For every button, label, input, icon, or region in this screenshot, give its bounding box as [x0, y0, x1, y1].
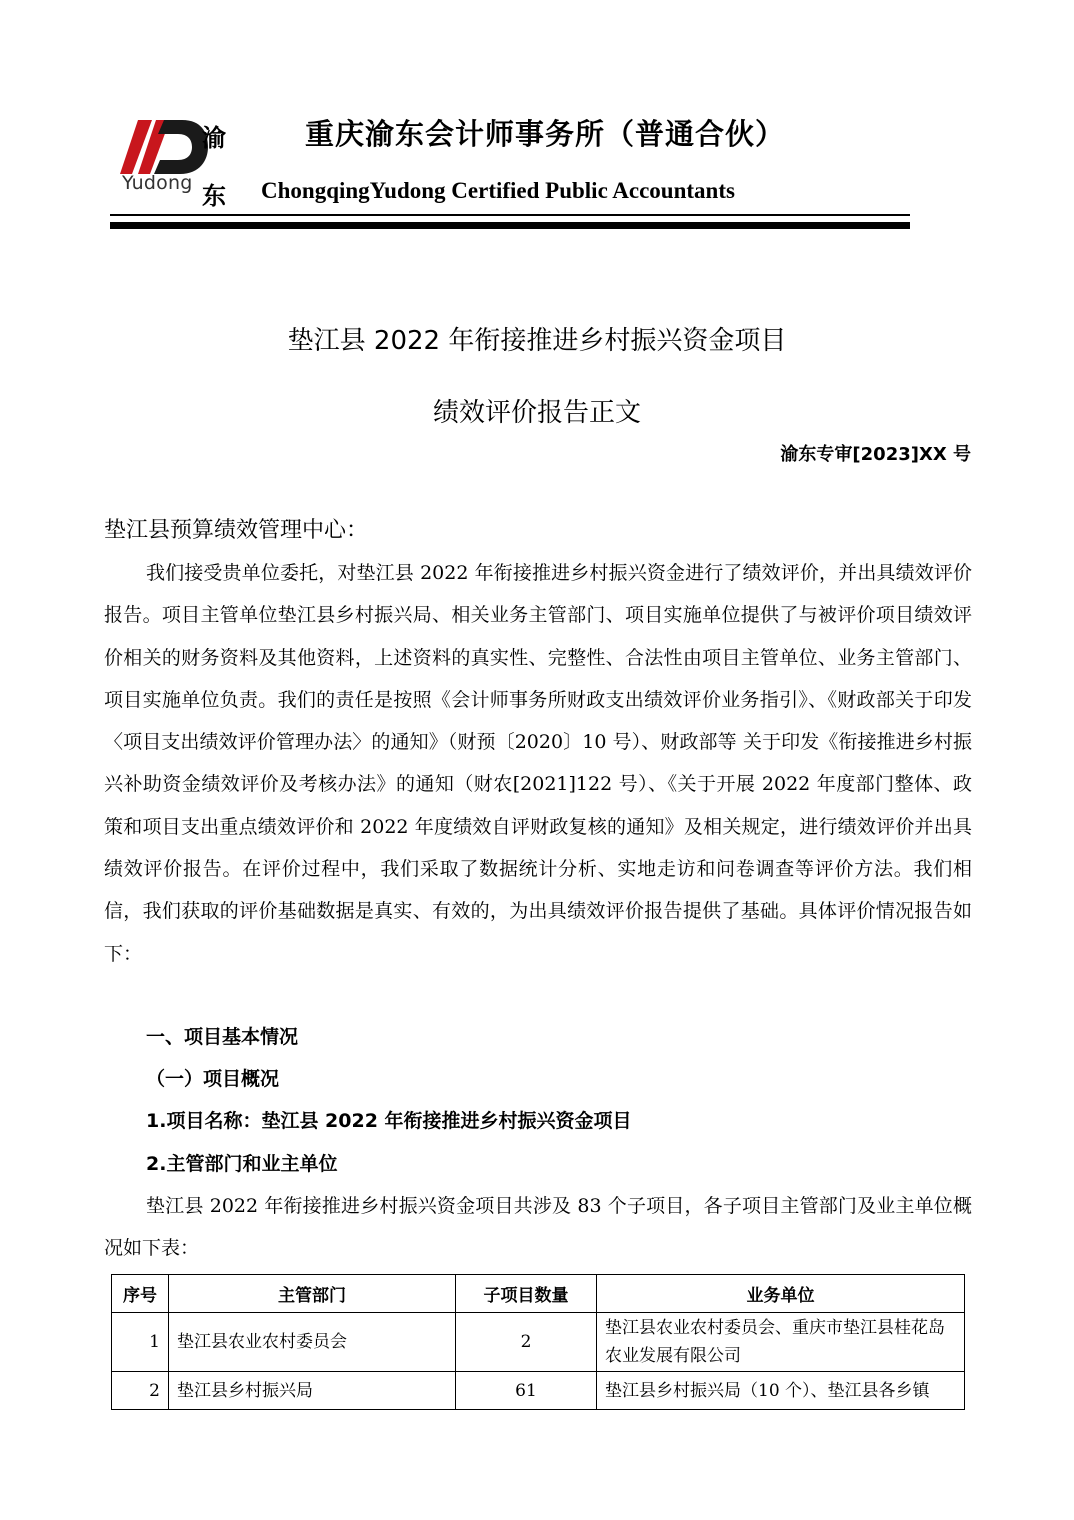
report-title-line2: 绩效评价报告正文	[432, 398, 641, 428]
cell-unit: 垫江县乡村振兴局（10 个）、垫江县各乡镇	[597, 1372, 965, 1410]
item-project-name: 1.项目名称：垫江县 2022 年衔接推进乡村振兴资金项目	[146, 1110, 632, 1132]
cell-unit: 垫江县农业农村委员会、重庆市垫江县桂花岛农业发展有限公司	[597, 1313, 965, 1372]
letterhead-divider-thin	[110, 214, 910, 216]
cell-count: 2	[456, 1313, 597, 1372]
firm-name-chinese: 重庆渝东会计师事务所（普通合伙）	[305, 117, 786, 151]
table-row	[112, 1372, 965, 1410]
header-department: 主管部门	[169, 1275, 456, 1313]
report-title-line1: 垫江县 2022 年衔接推进乡村振兴资金项目	[287, 326, 787, 356]
cell-count: 61	[456, 1372, 597, 1410]
departments-table	[111, 1274, 965, 1410]
document-number: 渝东专审[2023]XX 号	[780, 444, 971, 465]
cell-index: 2	[112, 1372, 169, 1410]
table-row	[112, 1313, 965, 1372]
intro-paragraph: 我们接受贵单位委托，对垫江县 2022 年衔接推进乡村振兴资金进行了绩效评价，并出具绩效评价报告。项目主管单位垫江县乡村振兴局、相关业务主管部门、项目实施单位提供了与被评价项目绩效评价相关的财务资料及其他资料，上述资料的真实性、完整性、合法性由项目主管单位、业务主管部门、项目实施单位负责。我们的责任是按照《会计师事务所财政支出绩效评价业务指引》、《财政部关于印发〈项目支出绩效评价管理办法〉的通知》（财预〔2020〕10 号）、财政部等 关于印发《衔接推进乡村振兴补助资金绩效评价及考核办法》的通知（财农[2021]122 号）、《关于开展 2022 年度部门整体、政策和项目支出重点绩效评价和 2022 年度绩效自评财政复核的通知》及相关规定，进行绩效评价并出具绩效评价报告。在评价过程中，我们采取了数据统计分析、实地走访和问卷调查等评价方法。我们相信，我们获取的评价基础数据是真实、有效的，为出具绩效评价报告提供了基础。具体评价情况报告如下：	[104, 562, 972, 965]
departments-paragraph: 垫江县 2022 年衔接推进乡村振兴资金项目共涉及 83 个子项目，各子项目主管部门及业主单位概况如下表：	[104, 1195, 972, 1259]
logo-char-dong: 东	[202, 182, 226, 210]
header-index: 序号	[112, 1275, 169, 1313]
cell-department: 垫江县农业农村委员会	[169, 1313, 456, 1372]
logo-char-yu: 渝	[202, 124, 226, 152]
section-heading-basic-info: 一、项目基本情况	[146, 1026, 299, 1048]
header-count: 子项目数量	[456, 1275, 597, 1313]
addressee: 垫江县预算绩效管理中心：	[104, 518, 369, 543]
cell-department: 垫江县乡村振兴局	[169, 1372, 456, 1410]
logo-wordmark: Yudong	[122, 172, 193, 194]
letterhead-divider-thick	[110, 222, 910, 229]
firm-name-english: ChongqingYudong Certified Public Accountants	[261, 178, 735, 203]
item-departments: 2.主管部门和业主单位	[146, 1153, 338, 1175]
cell-index: 1	[112, 1313, 169, 1372]
table-header-row	[112, 1275, 965, 1313]
subsection-heading-overview: （一）项目概况	[146, 1068, 280, 1090]
header-unit: 业务单位	[597, 1275, 965, 1313]
